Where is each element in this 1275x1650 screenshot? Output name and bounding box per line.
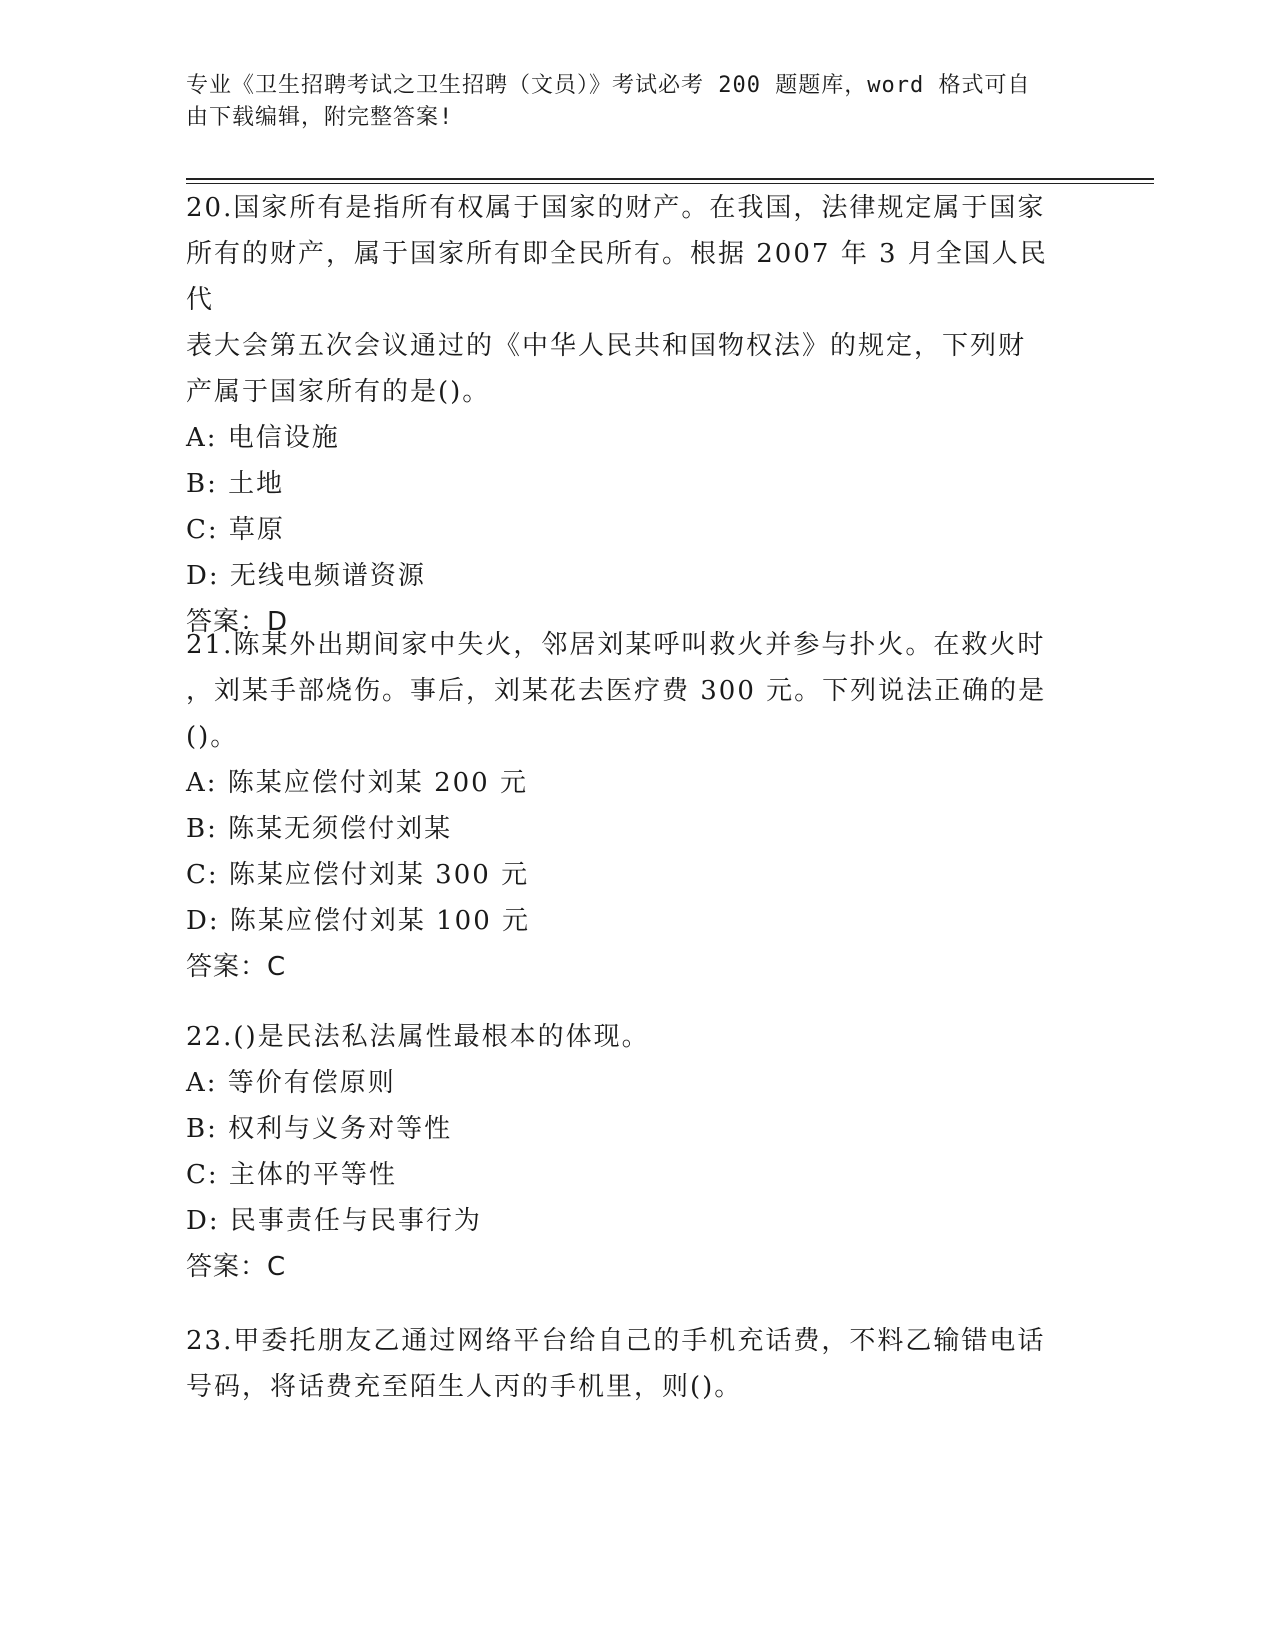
question-22: [186, 1014, 1066, 1290]
answer-line: 答案：C: [186, 1252, 287, 1282]
option-b: B: 权利与义务对等性: [186, 1114, 453, 1144]
option-c: C: 陈某应偿付刘某 300 元: [186, 860, 530, 890]
header-line-1: 专业《卫生招聘考试之卫生招聘（文员）》考试必考 200 题题库，word 格式可自: [186, 73, 1031, 98]
question-21: [186, 622, 1066, 990]
question-stem-line: 21.陈某外出期间家中失火，邻居刘某呼叫救火并参与扑火。在救火时: [186, 630, 1046, 660]
header-line-2: 由下载编辑，附完整答案!: [186, 105, 454, 130]
answer-line: 答案：D: [186, 607, 289, 637]
option-c: C: 草原: [186, 515, 285, 545]
option-d: D: 无线电频谱资源: [186, 561, 426, 591]
option-a: A: 等价有偿原则: [186, 1068, 396, 1098]
option-b: B: 陈某无须偿付刘某: [186, 814, 453, 844]
question-stem-line: 20.国家所有是指所有权属于国家的财产。在我国，法律规定属于国家: [186, 193, 1046, 223]
question-stem-line: 22.()是民法私法属性最根本的体现。: [186, 1022, 650, 1052]
option-a: A: 电信设施: [186, 423, 340, 453]
header-divider-thin: [186, 183, 1154, 184]
question-stem-line: 号码，将话费充至陌生人丙的手机里，则()。: [186, 1372, 743, 1402]
header-divider-thick: [186, 178, 1154, 180]
question-20: [186, 185, 1066, 645]
question-stem-line: 产属于国家所有的是()。: [186, 377, 491, 407]
question-stem-line: 所有的财产，属于国家所有即全民所有。根据 2007 年 3 月全国人民代: [186, 239, 1048, 315]
question-stem-line: ()。: [186, 722, 239, 752]
question-stem-line: 23.甲委托朋友乙通过网络平台给自己的手机充话费，不料乙输错电话: [186, 1326, 1046, 1356]
option-d: D: 民事责任与民事行为: [186, 1206, 482, 1236]
question-stem-line: 表大会第五次会议通过的《中华人民共和国物权法》的规定，下列财: [186, 331, 1027, 361]
option-b: B: 土地: [186, 469, 285, 499]
question-23: [186, 1318, 1066, 1410]
option-a: A: 陈某应偿付刘某 200 元: [186, 768, 528, 798]
option-c: C: 主体的平等性: [186, 1160, 397, 1190]
option-d: D: 陈某应偿付刘某 100 元: [186, 906, 531, 936]
document-header: [186, 70, 1066, 134]
answer-line: 答案：C: [186, 952, 287, 982]
question-stem-line: ，刘某手部烧伤。事后，刘某花去医疗费 300 元。下列说法正确的是: [186, 676, 1047, 706]
